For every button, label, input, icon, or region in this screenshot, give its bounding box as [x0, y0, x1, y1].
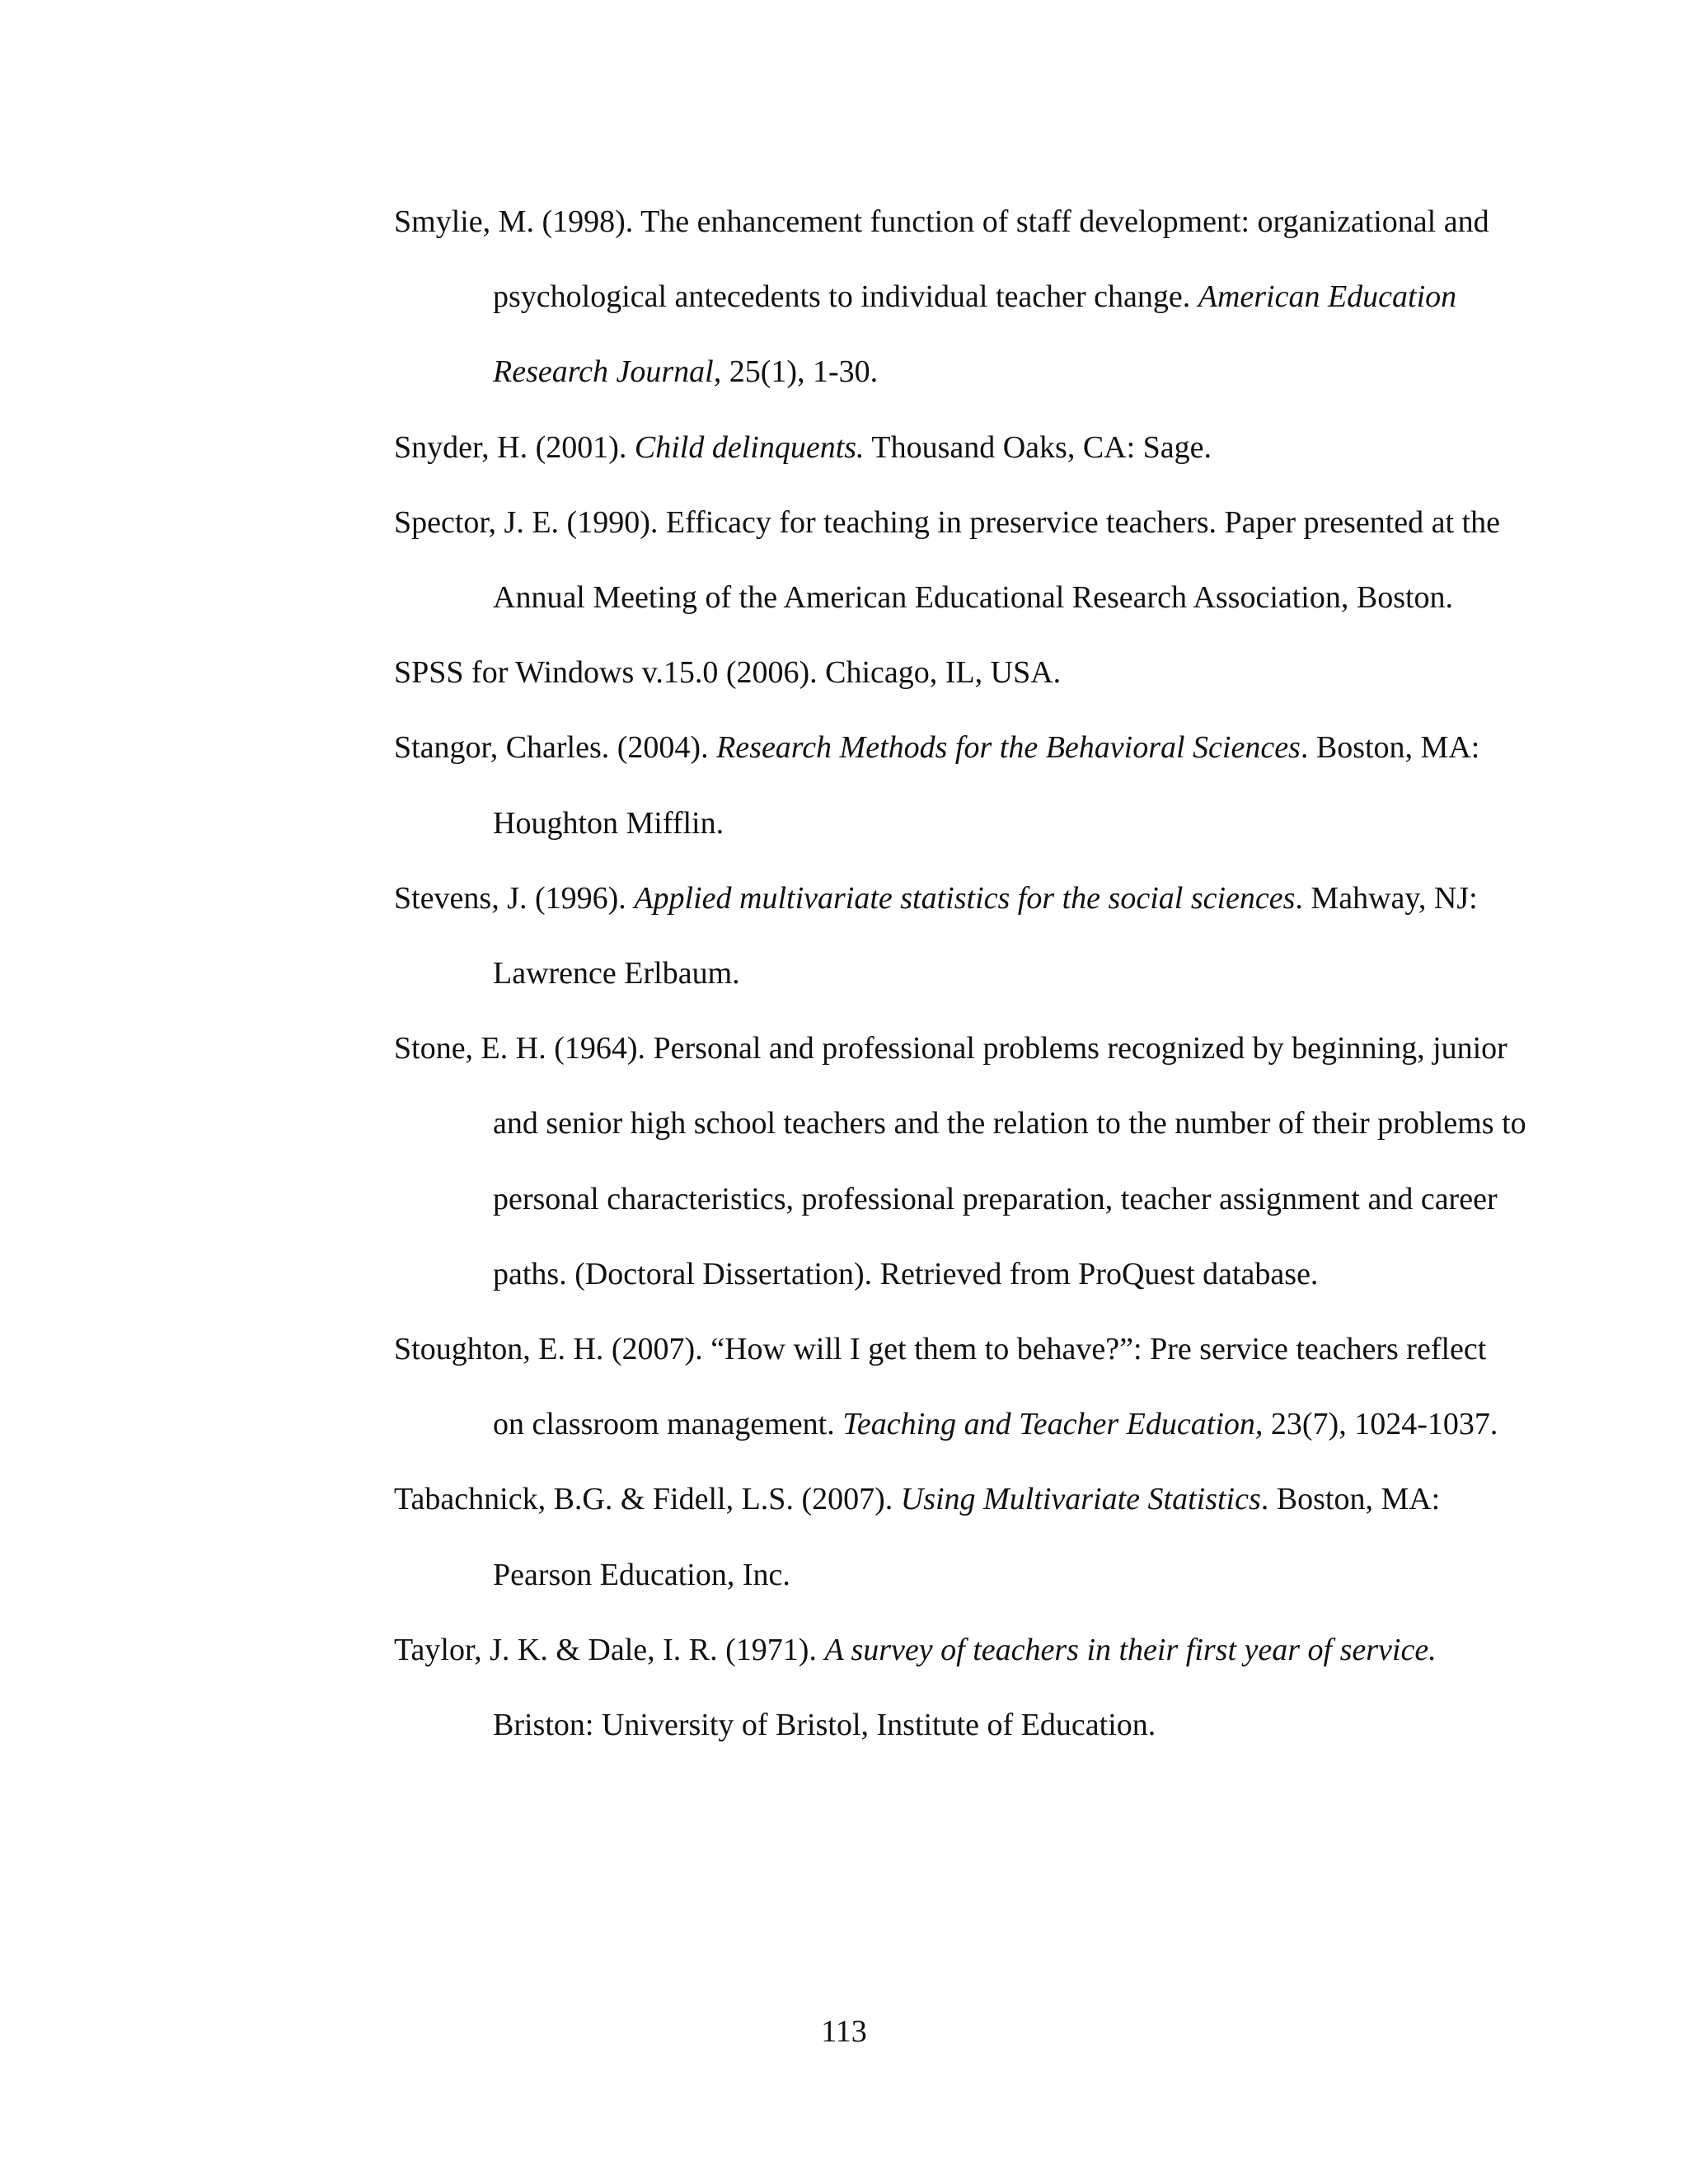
reference-text: Taylor, J. K. & Dale, I. R. (1971). [394, 1632, 825, 1667]
reference-text: Stone, E. H. (1964). Personal and professional problems recognized by beginning, junior [394, 1031, 1507, 1066]
reference-text: Lawrence Erlbaum. [493, 956, 740, 991]
reference-continuation-line [394, 1387, 1498, 1462]
reference-text: psychological antecedents to individual teacher change. [493, 279, 1198, 315]
reference-text: Houghton Mifflin. [493, 805, 724, 841]
reference-continuation-line [394, 560, 1465, 635]
reference-entry [295, 861, 1478, 1011]
reference-italic-title: Teaching and Teacher Education, [842, 1407, 1264, 1442]
reference-entry [295, 1613, 1465, 1763]
reference-continuation-line [394, 1237, 1465, 1312]
reference-text: Briston: University of Bristol, Institute of Education. [493, 1708, 1156, 1743]
reference-continuation-line [394, 1688, 1465, 1763]
page-number: 113 [821, 2014, 867, 2049]
reference-text: Pearson Education, Inc. [493, 1557, 790, 1592]
reference-text: Snyder, H. (2001). [394, 429, 635, 465]
reference-entry [295, 1011, 1526, 1312]
reference-continuation-line [394, 335, 1465, 410]
reference-text: Tabachnick, B.G. & Fidell, L.S. (2007). [394, 1482, 901, 1517]
reference-text: Stevens, J. (1996). [394, 880, 635, 916]
reference-italic-title: Applied multivariate statistics for the social sciences [634, 880, 1296, 916]
reference-text: . Boston, MA: [1300, 730, 1480, 766]
reference-first-line [394, 185, 1489, 260]
reference-italic-title: Research Journal, [493, 354, 722, 390]
reference-continuation-line [394, 1162, 1498, 1237]
reference-entry [295, 1462, 1465, 1612]
reference-entry [295, 1312, 1498, 1462]
reference-text: on classroom management. [493, 1407, 843, 1442]
reference-first-line [394, 1462, 1465, 1537]
reference-text: Spector, J. E. (1990). Efficacy for teaching in preservice teachers. Paper presented at the [394, 504, 1500, 540]
reference-text: 23(7), 1024-1037. [1263, 1407, 1498, 1442]
reference-first-line [394, 1312, 1487, 1387]
reference-first-line [394, 635, 1465, 710]
reference-continuation-line [394, 1086, 1526, 1161]
reference-text: Thousand Oaks, CA: Sage. [864, 429, 1212, 465]
reference-entry [295, 635, 1465, 710]
reference-italic-title: Using Multivariate Statistics [900, 1482, 1261, 1517]
reference-text: . Boston, MA: [1260, 1482, 1441, 1517]
reference-italic-title: American Education [1198, 279, 1457, 315]
reference-text: 25(1), 1-30. [721, 354, 879, 390]
reference-list [295, 185, 1526, 1763]
reference-first-line [394, 861, 1478, 936]
reference-continuation-line [394, 936, 1465, 1011]
reference-first-line [394, 710, 1480, 785]
reference-entry [295, 710, 1480, 860]
reference-text: . Mahway, NJ: [1295, 880, 1478, 916]
reference-entry [295, 185, 1489, 410]
reference-text: personal characteristics, professional preparation, teacher assignment and career [493, 1181, 1498, 1216]
reference-italic-title: Child delinquents. [634, 429, 865, 465]
reference-first-line [394, 410, 1465, 485]
reference-text: and senior high school teachers and the relation to the number of their problems to [493, 1106, 1526, 1141]
reference-text: Annual Meeting of the American Educational Research Association, Boston. [493, 580, 1454, 616]
reference-first-line [394, 1011, 1507, 1086]
reference-italic-title: A survey of teachers in their first year of service. [824, 1632, 1437, 1667]
reference-first-line [394, 1613, 1465, 1688]
reference-text: Smylie, M. (1998). The enhancement function of staff development: organizational and [394, 204, 1489, 239]
reference-continuation-line [394, 1538, 1465, 1613]
reference-text: paths. (Doctoral Dissertation). Retrieved from ProQuest database. [493, 1256, 1319, 1291]
reference-entry [295, 410, 1465, 485]
reference-first-line [394, 485, 1500, 560]
reference-text: Stangor, Charles. (2004). [394, 730, 717, 766]
reference-continuation-line [394, 786, 1465, 861]
reference-text: SPSS for Windows v.15.0 (2006). Chicago, IL, USA. [394, 655, 1062, 691]
reference-text: Stoughton, E. H. (2007). “How will I get them to behave?”: Pre service teachers reflect [394, 1332, 1487, 1367]
reference-continuation-line [394, 260, 1465, 335]
reference-italic-title: Research Methods for the Behavioral Sciences [716, 730, 1301, 766]
reference-entry [295, 485, 1500, 635]
